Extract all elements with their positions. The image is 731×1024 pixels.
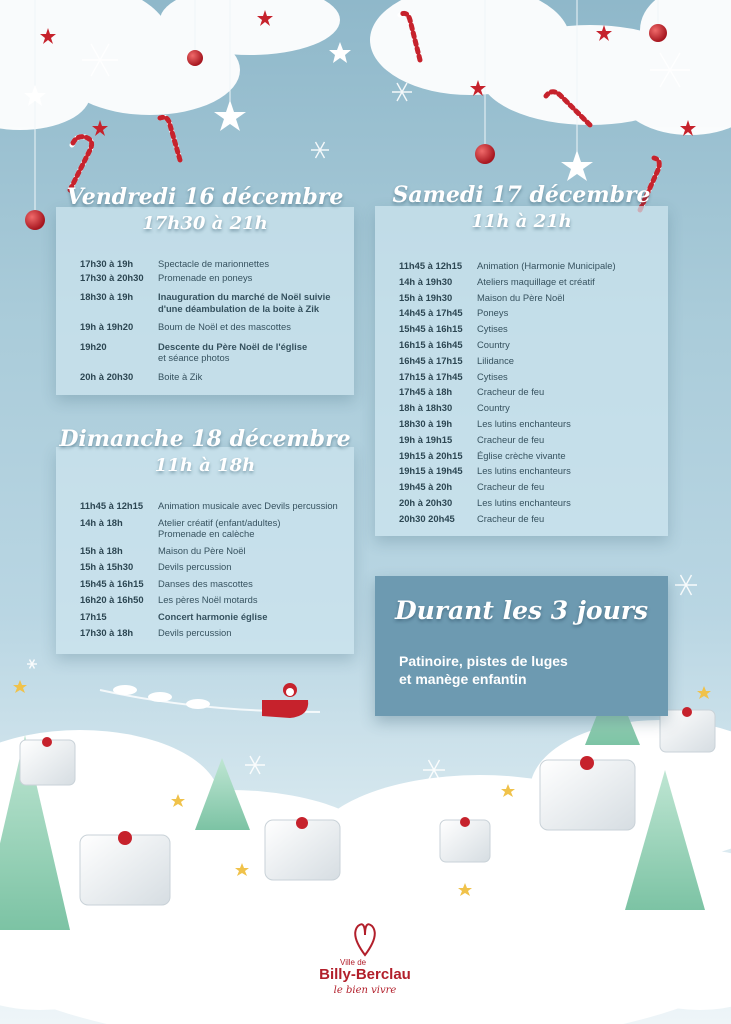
- sunday-title: [56, 426, 354, 476]
- schedule-activity: Les lutins enchanteurs: [477, 496, 571, 508]
- logo-tagline: le bien vivre: [333, 985, 397, 996]
- schedule-activity: Animation (Harmonie Municipale): [477, 260, 616, 271]
- durant-title: Durant les 3 jours: [394, 596, 649, 625]
- schedule-activity: Country: [477, 338, 510, 350]
- schedule-row: [399, 369, 659, 385]
- schedule-time: 18h30 à 19h: [399, 417, 453, 429]
- schedule-row: [399, 305, 659, 321]
- schedule-activity: Concert harmonie église: [158, 610, 268, 622]
- schedule-row: [399, 258, 659, 274]
- durant-line-2: et manège enfantin: [399, 671, 527, 687]
- schedule-activity-cont: d'une déambulation de la boite à Zik: [158, 302, 320, 314]
- schedule-row: [399, 353, 659, 369]
- durant-panel: [375, 576, 668, 716]
- schedule-row: [399, 432, 659, 448]
- schedule-time: 17h15: [80, 610, 107, 622]
- schedule-row: [399, 337, 659, 353]
- durant-line-1: Patinoire, pistes de luges: [399, 653, 568, 669]
- schedule-time: 17h45 à 18h: [399, 386, 453, 398]
- schedule-time: 18h à 18h30: [399, 402, 453, 414]
- schedule-activity: Cytises: [477, 323, 508, 335]
- schedule-time: 14h45 à 17h45: [399, 307, 463, 319]
- schedule-row: [80, 341, 350, 353]
- schedule-activity: Lilidance: [477, 354, 515, 366]
- schedule-row: [80, 594, 352, 606]
- schedule-row: [80, 272, 350, 284]
- schedule-activity: Église crèche vivante: [477, 449, 566, 461]
- schedule-activity: Atelier créatif (enfant/adultes): [158, 516, 281, 528]
- schedule-activity: Spectacle de marionnettes: [158, 258, 270, 269]
- schedule-activity-cont: Promenade en calèche: [158, 528, 255, 539]
- schedule-row: [399, 479, 659, 495]
- schedule-activity: Cracheur de feu: [477, 433, 545, 445]
- friday-hours: 17h30 à 21h: [142, 213, 268, 234]
- schedule-row: [80, 303, 350, 315]
- saturday-title: [375, 182, 668, 232]
- schedule-row: [80, 500, 352, 512]
- sunday-day: Dimanche 18 décembre: [59, 426, 351, 452]
- schedule-time: 19h à 19h20: [80, 321, 134, 332]
- schedule-activity: Cracheur de feu: [477, 481, 545, 493]
- schedule-row: [399, 321, 659, 337]
- schedule-activity: Les pères Noël motards: [158, 594, 258, 605]
- city-logo: [290, 922, 440, 1012]
- schedule-time: 19h15 à 20h15: [399, 449, 463, 461]
- saturday-day: Samedi 17 décembre: [392, 182, 651, 208]
- logo-prefix: Ville de: [340, 958, 367, 967]
- logo-name: Billy-Berclau: [319, 966, 411, 983]
- schedule-row: [399, 400, 659, 416]
- schedule-time: 15h à 18h: [80, 544, 123, 556]
- schedule-activity: Animation musicale avec Devils percussion: [158, 500, 338, 511]
- schedule-activity: Cracheur de feu: [477, 386, 545, 398]
- schedule-time: 17h30 à 18h: [80, 627, 134, 638]
- schedule-row: [80, 561, 352, 573]
- schedule-row: [399, 416, 659, 432]
- schedule-time: 17h30 à 20h30: [80, 271, 144, 283]
- schedule-activity: Ateliers maquillage et créatif: [477, 275, 595, 287]
- schedule-time: 19h45 à 20h: [399, 481, 453, 493]
- schedule-activity: Maison du Père Noël: [477, 291, 565, 303]
- schedule-time: 18h30 à 19h: [80, 291, 134, 302]
- saturday-schedule: [399, 258, 659, 527]
- schedule-activity: Poneys: [477, 307, 509, 319]
- friday-day: Vendredi 16 décembre: [66, 184, 344, 210]
- schedule-time: 16h45 à 17h15: [399, 354, 463, 366]
- schedule-row: [80, 545, 352, 557]
- schedule-activity: Les lutins enchanteurs: [477, 465, 571, 477]
- schedule-row: [80, 578, 352, 590]
- schedule-row: [80, 371, 350, 383]
- schedule-time: 15h à 15h30: [80, 561, 134, 572]
- friday-title: [56, 184, 354, 234]
- schedule-activity: Cracheur de feu: [477, 512, 545, 524]
- schedule-time: 19h20: [80, 340, 107, 352]
- schedule-row: [399, 290, 659, 306]
- saturday-hours: 11h à 21h: [471, 211, 572, 232]
- schedule-row: [399, 495, 659, 511]
- schedule-activity: Devils percussion: [158, 561, 232, 572]
- schedule-activity: Country: [477, 402, 510, 414]
- schedule-activity: Cytises: [477, 370, 508, 382]
- schedule-row: [80, 258, 350, 270]
- schedule-time: 11h45 à 12h15: [399, 260, 463, 271]
- santa-sleigh-icon: [100, 683, 320, 718]
- schedule-row: [80, 321, 350, 333]
- schedule-row: [399, 384, 659, 400]
- schedule-row: [80, 291, 350, 303]
- schedule-time: 14h à 18h: [80, 516, 123, 528]
- schedule-time: 16h20 à 16h50: [80, 594, 144, 605]
- schedule-activity-cont: et séance photos: [158, 352, 230, 363]
- schedule-time: 15h à 19h30: [399, 291, 453, 303]
- schedule-row: [399, 274, 659, 290]
- schedule-activity: Devils percussion: [158, 627, 232, 638]
- schedule-time: 14h à 19h30: [399, 275, 453, 287]
- schedule-time: 16h15 à 16h45: [399, 338, 463, 350]
- schedule-time: 15h45 à 16h15: [399, 323, 463, 335]
- top-clouds: [0, 0, 731, 135]
- schedule-time: 11h45 à 12h15: [80, 500, 144, 511]
- schedule-row: [399, 448, 659, 464]
- sunday-hours: 11h à 18h: [154, 455, 256, 476]
- schedule-time: 17h30 à 19h: [80, 258, 134, 269]
- schedule-row: [399, 463, 659, 479]
- schedule-row: [80, 528, 352, 540]
- schedule-activity: Inauguration du marché de Noël suivie: [158, 291, 331, 302]
- schedule-time: 19h15 à 19h45: [399, 465, 463, 477]
- schedule-activity: Descente du Père Noël de l'église: [158, 340, 308, 352]
- schedule-activity: Boum de Noël et des mascottes: [158, 321, 291, 332]
- durant-description: [399, 652, 656, 688]
- schedule-time: 20h à 20h30: [399, 496, 453, 508]
- schedule-time: 15h45 à 16h15: [80, 577, 144, 589]
- friday-schedule: [80, 258, 350, 382]
- schedule-time: 17h15 à 17h45: [399, 370, 463, 382]
- schedule-activity: Boite à Zik: [158, 370, 203, 382]
- schedule-time: 20h30 20h45: [399, 512, 455, 524]
- schedule-row: [399, 511, 659, 527]
- schedule-time: 20h à 20h30: [80, 370, 134, 382]
- sunday-schedule: [80, 500, 352, 639]
- schedule-time: 19h à 19h15: [399, 433, 453, 445]
- schedule-activity: Maison du Père Noël: [158, 544, 246, 556]
- schedule-activity: Danses des mascottes: [158, 577, 253, 589]
- schedule-activity: Les lutins enchanteurs: [477, 417, 571, 429]
- schedule-row: [80, 611, 352, 623]
- schedule-activity: Promenade en poneys: [158, 271, 253, 283]
- schedule-row: [80, 352, 350, 364]
- schedule-row: [80, 517, 352, 529]
- schedule-row: [80, 627, 352, 639]
